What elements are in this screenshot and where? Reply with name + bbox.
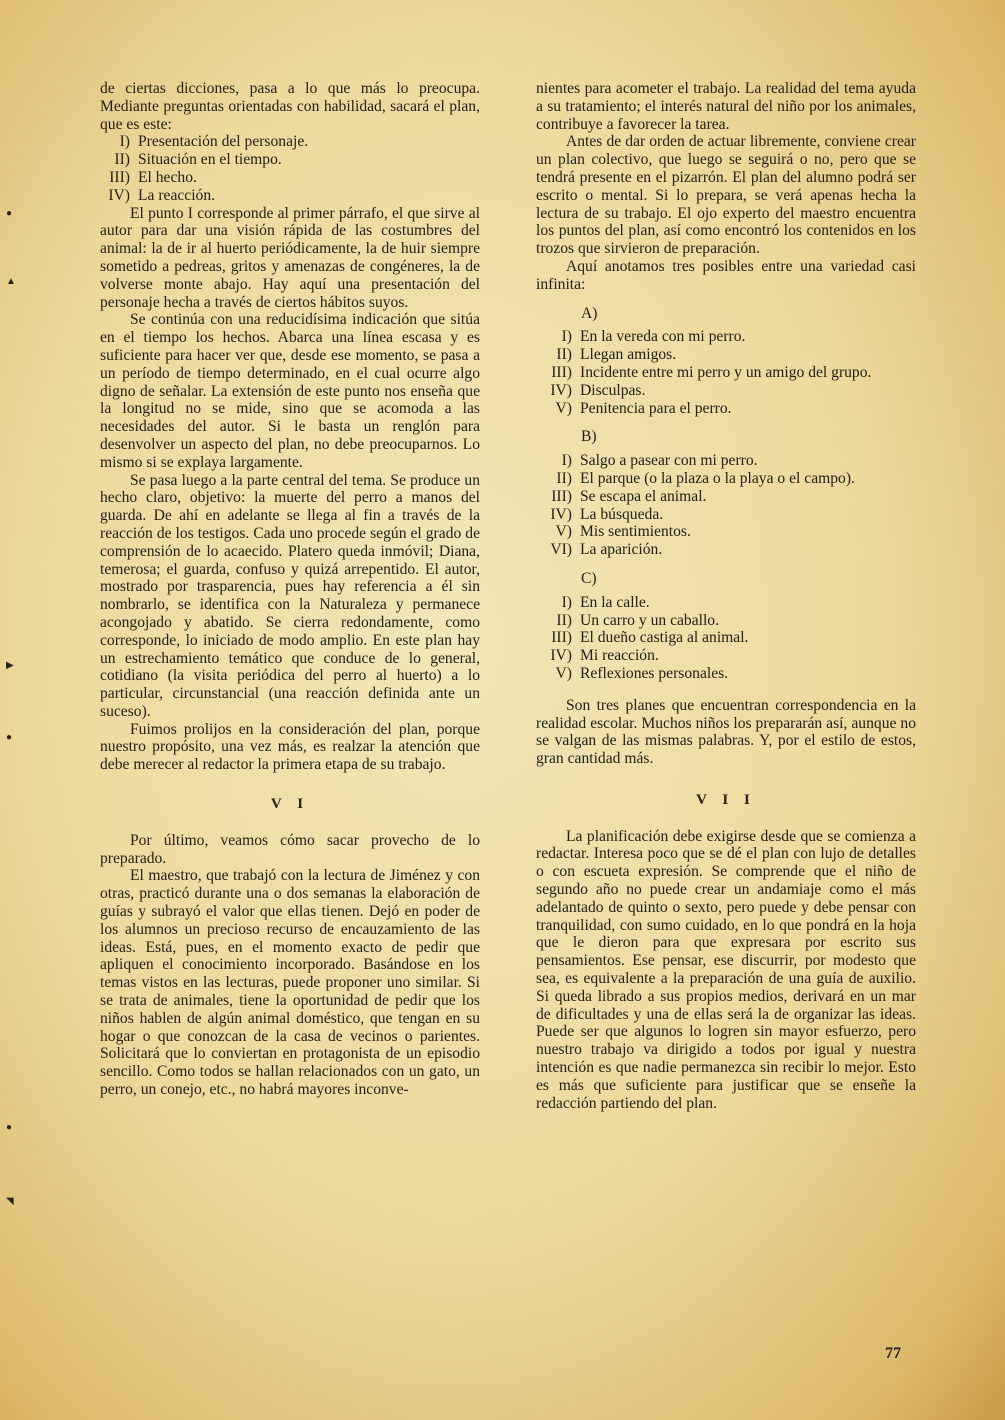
list-text: Un carro y un caballo. — [580, 611, 719, 629]
plan-list — [536, 328, 916, 417]
list-item — [100, 133, 480, 151]
list-text: Mi reacción. — [580, 647, 659, 665]
list-text: Mis sentimientos. — [580, 523, 691, 541]
margin-mark: ● — [6, 1122, 13, 1133]
list-number: III) — [551, 487, 572, 505]
paragraph: Se continúa con una reducidísima indicación que sitúa en el tiempo los hechos. Abarca una línea escasa y es suficiente para hacer ver que, desde ese momento, se pasa a un período de tiempo determinado, en el cual ocurre algo digno de señalar. La extensión de este punto nos enseña que la longitud no se mide, sino que se acomoda a las necesidades del autor. Si le basta un renglón para desenvolver un aspecto del plan, no debe preocuparnos. Lo mismo si se explaya largamente. — [100, 311, 480, 471]
list-text: La búsqueda. — [580, 505, 664, 523]
list-item — [536, 328, 916, 346]
plan-list — [536, 452, 916, 559]
margin-mark: ● — [6, 208, 13, 219]
list-item — [536, 364, 916, 382]
list-number: III) — [109, 168, 130, 186]
list-number: III) — [551, 629, 572, 647]
list-item — [536, 470, 916, 488]
paragraph: nientes para acometer el trabajo. La realidad del tema ayuda a su tratamiento; el interés natural del niño por los animales, contribuye a favorecer la tarea. — [536, 80, 916, 133]
section-heading: V I I — [696, 791, 756, 808]
left-column — [100, 80, 480, 1099]
list-number: V) — [555, 523, 572, 541]
list-number: I) — [119, 133, 130, 151]
plan-label: B) — [581, 428, 597, 446]
list-number: II) — [556, 469, 572, 487]
list-item — [536, 488, 916, 506]
list-number: I) — [561, 452, 572, 470]
list-number: II) — [556, 346, 572, 364]
margin-mark: ◥ — [6, 1196, 14, 1207]
list-text: Incidente entre mi perro y un amigo del grupo. — [580, 363, 872, 381]
list-item — [100, 151, 480, 169]
list-text: El hecho. — [138, 168, 197, 186]
list-item — [536, 523, 916, 541]
list-text: En la calle. — [580, 593, 650, 611]
list-text: Se escapa el animal. — [580, 487, 707, 505]
list-number: I) — [561, 328, 572, 346]
list-number: IV) — [550, 381, 572, 399]
list-number: IV) — [550, 647, 572, 665]
margin-mark: ● — [6, 732, 13, 743]
paragraph: Fuimos prolijos en la consideración del plan, porque nuestro propósito, una vez más, es realzar la atención que debe merecer al redactor la primera etapa de su trabajo. — [100, 720, 480, 774]
right-column — [536, 80, 916, 1112]
margin-mark: ▲ — [6, 276, 16, 287]
list-text: Disculpas. — [580, 381, 646, 399]
list-item — [536, 382, 916, 400]
list-number: I) — [561, 593, 572, 611]
plan-list — [536, 594, 916, 683]
paragraph: Se pasa luego a la parte central del tema. Se produce un hecho claro, objetivo: la muerte del perro a manos del guarda. De ahí en adelante se llega al fin a través de la reacción de los testigos. Cada uno procede según el grado de comprensión de lo acaecido. Platero queda inmóvil; Diana, temerosa; el guarda, confuso y quizá arrepentido. El autor, mostrado por trasparencia, pues hay referencia a él sin nombrarlo, se identifica con la Naturaleza y permanece acongojado y abatido. Se cierra redondamente, como corresponde, lo iniciado de modo amplio. En este plan hay un estrechamiento temático que conduce de lo general, cotidiano (la visita periódica del perro al huerto) a lo particular, circunstancial (una reacción definida ante un suceso). — [100, 471, 480, 720]
paragraph: Por último, veamos cómo sacar provecho de lo preparado. — [100, 831, 480, 867]
list-number: V) — [555, 664, 572, 682]
list-item — [100, 169, 480, 187]
list-item — [536, 665, 916, 683]
section-heading: V I — [270, 796, 310, 813]
paragraph: Aquí anotamos tres posibles entre una variedad casi infinita: — [536, 257, 916, 293]
list-item — [536, 647, 916, 665]
list-text: El parque (o la plaza o la playa o el campo). — [580, 469, 855, 487]
list-number: VI) — [550, 541, 572, 559]
plan-list — [100, 133, 480, 204]
list-text: El dueño castiga al animal. — [580, 629, 749, 647]
list-number: II) — [114, 151, 130, 169]
list-number: IV) — [550, 505, 572, 523]
margin-mark: ▶ — [6, 660, 14, 671]
paragraph: La planificación debe exigirse desde que se comienza a redactar. Interesa poco que se dé el plan con lujo de detalles o con escueta expresión. Se comprende que el niño de segundo año no puede crear un andamiaje como el más adelantado de quinto o sexto, pero puede y debe pensar con tranquilidad, con sumo cuidado, en lo que pondrá en la hoja que le dieron para que expresara por escrito sus pensamientos. Ese pensar, ese discurrir, por modesto que sea, es equivalente a la preparación de una guía de auxilio. Si queda librado a sus propios medios, derivará en un mar de dificultades y una de ellas será la de organizar las ideas. Puede ser que algunos lo logren sin mayor esfuerzo, pero nuestro trabajo va dirigido a todos por igual y nuestra intención es que nadie permanezca sin recibir lo mejor. Esto es más que suficiente para justificar que se enseñe la redacción partiendo del plan. — [536, 827, 916, 1112]
list-item — [536, 452, 916, 470]
list-item — [536, 612, 916, 630]
list-number: III) — [551, 363, 572, 381]
paragraph: de ciertas dicciones, pasa a lo que más lo preocupa. Mediante preguntas orientadas con habilidad, sacará el plan, que es este: — [100, 80, 480, 133]
list-item — [536, 541, 916, 559]
list-item — [536, 594, 916, 612]
list-text: Situación en el tiempo. — [138, 151, 282, 169]
list-text: La reacción. — [138, 186, 216, 204]
list-text: La aparición. — [580, 541, 663, 559]
list-item — [536, 400, 916, 418]
list-text: Penitencia para el perro. — [580, 399, 732, 417]
list-text: Presentación del personaje. — [138, 133, 309, 151]
plan-label: C) — [581, 569, 597, 587]
paragraph: El maestro, que trabajó con la lectura de Jiménez y con otras, practicó durante una o dos semanas la elaboración de guías y subrayó el valor que ellas tienen. Dejó en poder de los alumnos un precioso recurso de encauzamiento de las ideas. Está, pues, en el momento exacto de pedir que apliquen el conocimiento incorporado. Basándose en los temas vistos en las lecturas, puede proponer uno similar. Si se trata de animales, tiene la oportunidad de pedir que los niños hablen de algún animal doméstico, que tengan en su hogar o que conozcan de la casa de vecinos o parientes. Solicitará que lo conviertan en protagonista de un episodio sencillo. Como todos se hallan relacionados con un gato, un perro, un conejo, etc., no habrá mayores inconve- — [100, 867, 480, 1099]
paragraph: El punto I corresponde al primer párrafo, el que sirve al autor para dar una visión rápida de las costumbres del animal: la de ir al huerto periódicamente, la de huir siempre sometido a pedreas, gritos y amenazas de congéneres, la de volverse monte abajo. Hay aquí una presentación del personaje hecha a través de ciertos hábitos suyos. — [100, 204, 480, 311]
list-item — [536, 506, 916, 524]
list-item — [536, 629, 916, 647]
plan-label: A) — [581, 304, 598, 322]
list-number: V) — [555, 399, 572, 417]
list-text: Salgo a pasear con mi perro. — [580, 452, 758, 470]
page-number: 77 — [885, 1345, 901, 1362]
list-item — [100, 187, 480, 205]
list-text: Reflexiones personales. — [580, 664, 729, 682]
list-number: II) — [556, 611, 572, 629]
list-text: Llegan amigos. — [580, 346, 677, 364]
list-item — [536, 346, 916, 364]
list-number: IV) — [108, 186, 130, 204]
paragraph: Son tres planes que encuentran correspondencia en la realidad escolar. Muchos niños los prepararán así, aunque no se valgan de las mismas palabras. Y, por el estilo de estos, gran cantidad más. — [536, 696, 916, 768]
list-text: En la vereda con mi perro. — [580, 328, 746, 346]
paragraph: Antes de dar orden de actuar libremente, conviene crear un plan colectivo, que luego se seguirá o no, pero que se tendrá presente en el pizarrón. El plan del alumno podrá ser escrito o mental. Si lo prepara, se verá apenas hecha la lectura de su trabajo. El ojo experto del maestro encuentra los puntos del plan, así como encontró los contenidos en los trozos que sirvieron de preparación. — [536, 133, 916, 258]
